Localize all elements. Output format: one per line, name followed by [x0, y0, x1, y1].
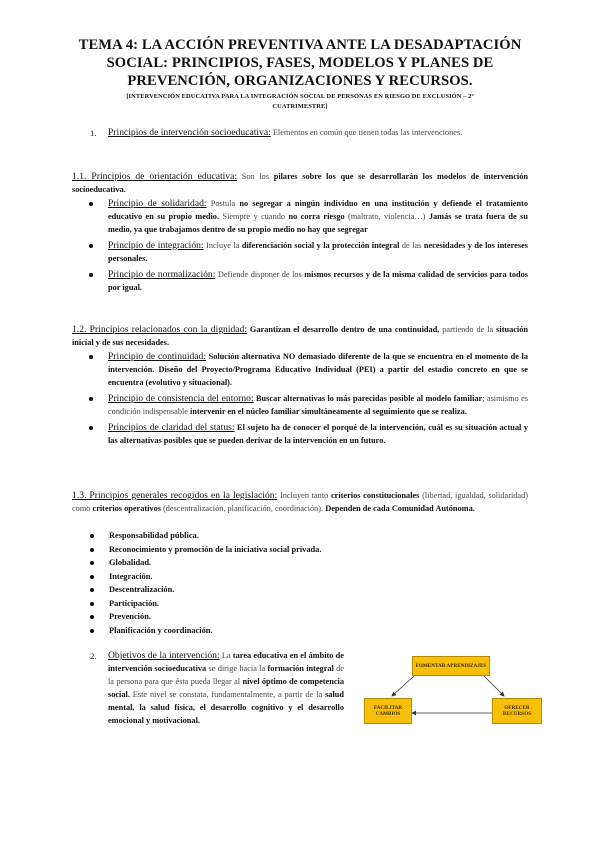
subsection-1-2-text: partiendo de la	[439, 325, 497, 334]
subsection-1-2-intro	[72, 323, 528, 349]
section-2-bold: formación integral	[267, 664, 334, 673]
bullet-icon	[89, 355, 93, 359]
section-1-paragraph	[108, 126, 528, 139]
item-bold: no corra riesgo	[288, 212, 345, 221]
item-bold: mismos recursos y de la misma calidad de servicios para todos por igual.	[108, 270, 528, 292]
list-item	[108, 239, 528, 265]
subsection-1-2-bold: Garantizan el desarrollo dentro de una continuidad,	[247, 325, 440, 334]
subsection-1-1-intro	[72, 170, 528, 196]
subsection-1-3-text: (descentralización, planificación, coordinación).	[160, 504, 326, 513]
bullet-icon	[90, 534, 94, 538]
item-label: Responsabilidad pública.	[109, 531, 199, 540]
subsection-1-3-bold: criterios operativos	[92, 504, 161, 513]
section-1-number: 1.	[90, 128, 97, 138]
subsection-1-3-list	[109, 529, 529, 637]
section-2-bold: tarea educativa en el ámbito de intervención socioeducativa	[108, 651, 344, 673]
list-item	[109, 570, 529, 584]
diagram-box-right-label: OFRECER RECURSOS	[502, 705, 532, 717]
item-text: Postula	[206, 199, 240, 208]
list-item	[109, 624, 529, 638]
item-bold: Buscar alternativas lo más parecidas posible al modelo familiar	[253, 394, 483, 403]
item-label: Descentralización.	[109, 585, 175, 594]
list-item	[108, 197, 528, 236]
subsection-1-2-bold: situación inicial y de sus necesidades.	[72, 325, 528, 347]
section-2-number: 2.	[90, 651, 97, 661]
item-text: (maltrato, violencia…)	[344, 212, 429, 221]
subsection-1-1-list	[108, 197, 528, 294]
bullet-icon	[89, 273, 93, 277]
bullet-icon	[89, 397, 93, 401]
item-bold: intervenir en el núcleo familiar simultáneamente al seguimiento que se realiza.	[190, 407, 467, 416]
section-2-text: se dirige hacia la	[206, 664, 268, 673]
subsection-1-2-list	[108, 350, 528, 447]
item-label: Integración.	[109, 571, 153, 581]
arrow-to-left	[392, 676, 414, 696]
subsection-1-3-bold: criterios constitucionales	[330, 491, 420, 500]
item-heading: Principio de normalización:	[108, 269, 216, 280]
arrow-to-right	[484, 676, 504, 696]
item-label: Participación.	[109, 598, 160, 608]
subtitle-line-2: CUATRIMESTRE]	[272, 103, 328, 110]
item-bold: El sujeto ha de conocer el porqué de la intervención, cuál es su situación actual y las alternativas posibles que se pueden derivar de la intervención en un futuro.	[108, 423, 528, 445]
subsection-1-3-text: (libertad, igualdad, solidaridad) como	[72, 491, 528, 513]
title-line-2: SOCIAL: PRINCIPIOS, FASES, MODELOS Y PLANES DE	[106, 55, 494, 71]
section-2-text: de la persona para que ésta pueda llegar al	[108, 664, 344, 686]
item-heading: Principio de continuidad:	[108, 351, 206, 362]
subtitle-line-1: [INTERVENCIÓN EDUCATIVA PARA LA INTEGRACIÓN SOCIAL DE PERSONAS EN RIESGO DE EXCLUSIÓN – 2º	[126, 93, 474, 100]
item-text: Incluye la	[203, 241, 242, 250]
list-item	[109, 583, 529, 597]
title-line-3: PREVENCIÓN, ORGANIZACIONES Y RECURSOS.	[127, 73, 473, 89]
subsection-1-1-text: Son los	[237, 172, 274, 181]
subsection-1-3-text: Incluyen tanto	[277, 491, 331, 500]
bullet-icon	[90, 588, 94, 592]
diagram-box-left-label: FACILITAR CAMBIOS	[373, 705, 403, 717]
list-item	[109, 529, 529, 543]
list-item	[108, 268, 528, 294]
list-item	[109, 543, 529, 557]
item-heading: Principios de claridad del status:	[108, 422, 235, 433]
list-item	[109, 610, 529, 624]
section-2-bold: nivel óptimo de competencia social.	[108, 677, 344, 699]
section-2-heading: Objetivos de la intervención:	[108, 650, 220, 661]
section-1-text: Elementos en común que tienen todas las intervenciones.	[270, 128, 463, 137]
list-item	[108, 421, 528, 447]
section-2-text: Este nivel se constata, fundamentalmente, a partir de la	[129, 690, 326, 699]
document-title	[60, 36, 540, 90]
item-bold: necesidades y de los intereses personales.	[108, 241, 528, 263]
item-label: Globalidad.	[109, 558, 152, 567]
section-1-heading: Principios de intervención socioeducativa:	[108, 127, 271, 138]
list-item	[108, 392, 528, 418]
item-text: Siempre y cuando	[219, 212, 289, 221]
bullet-icon	[90, 548, 94, 552]
item-text: de las	[399, 241, 424, 250]
bullet-icon	[90, 629, 94, 633]
section-2-text: La	[219, 651, 233, 660]
list-item	[108, 350, 528, 389]
objectives-diagram	[354, 650, 548, 730]
bullet-icon	[89, 244, 93, 248]
bullet-icon	[89, 202, 93, 206]
document-subtitle	[72, 92, 528, 112]
item-bold: diferenciación social y la protección integral	[241, 241, 400, 250]
bullet-icon	[90, 561, 94, 565]
item-label: Reconocimiento y promoción de la iniciativa social privada.	[109, 544, 322, 554]
subsection-1-3-intro	[72, 489, 528, 515]
item-bold: Solución alternativa NO demasiado diferente de la que se encuentra en el momento de la intervención. Diseño del Proyecto/Programa Educativo Individual (PEI) a partir del estadio concreto en que se encuentra (evolutivo y situacional).	[108, 352, 528, 387]
section-2-paragraph	[108, 649, 344, 727]
subsection-1-1-heading: 1.1. Principios de orientación educativa:	[72, 171, 238, 182]
item-label: Prevención.	[109, 612, 151, 621]
subsection-1-3-bold: Dependen de cada Comunidad Autónoma.	[325, 504, 475, 513]
item-heading: Principio de integración:	[108, 240, 204, 251]
item-bold: Jamás se trata fuera de su medio, ya que trabajamos dentro de su propio medio no hay que segregar	[108, 212, 528, 234]
subsection-1-1-bold: pilares sobre los que se desarrollarán los modelos de intervención socioeducativa.	[72, 172, 528, 194]
item-bold: no segregar a ningún individuo en una institución y defiende el tratamiento educativo en su propio medio.	[108, 199, 528, 221]
section-2-bold: salud mental, la salud física, el desarrollo cognitivo y el desarrollo emocional y motivacional.	[108, 690, 344, 725]
diagram-box-top	[412, 656, 490, 676]
bullet-icon	[90, 602, 94, 606]
bullet-icon	[90, 615, 94, 619]
subsection-1-3-heading: 1.3. Principios generales recogidos en la legislación:	[72, 490, 278, 501]
list-item	[109, 556, 529, 570]
item-heading: Principio de consistencia del entorno:	[108, 393, 254, 404]
diagram-box-left	[364, 698, 412, 724]
subsection-1-2-heading: 1.2. Principios relacionados con la dignidad:	[72, 324, 248, 335]
title-line-1: TEMA 4: LA ACCIÓN PREVENTIVA ANTE LA DESADAPTACIÓN	[78, 37, 522, 53]
item-label: Planificación y coordinación.	[109, 625, 213, 635]
bullet-icon	[90, 575, 94, 579]
diagram-box-top-label: FOMENTAR APRENDIZAJES	[415, 663, 487, 669]
item-text: ; asimismo es condición indispensable	[108, 394, 528, 416]
diagram-box-right	[492, 698, 542, 724]
item-text: Defiende disponer de los	[215, 270, 305, 279]
list-item	[109, 597, 529, 611]
bullet-icon	[89, 426, 93, 430]
item-heading: Principio de solidaridad:	[108, 198, 207, 209]
